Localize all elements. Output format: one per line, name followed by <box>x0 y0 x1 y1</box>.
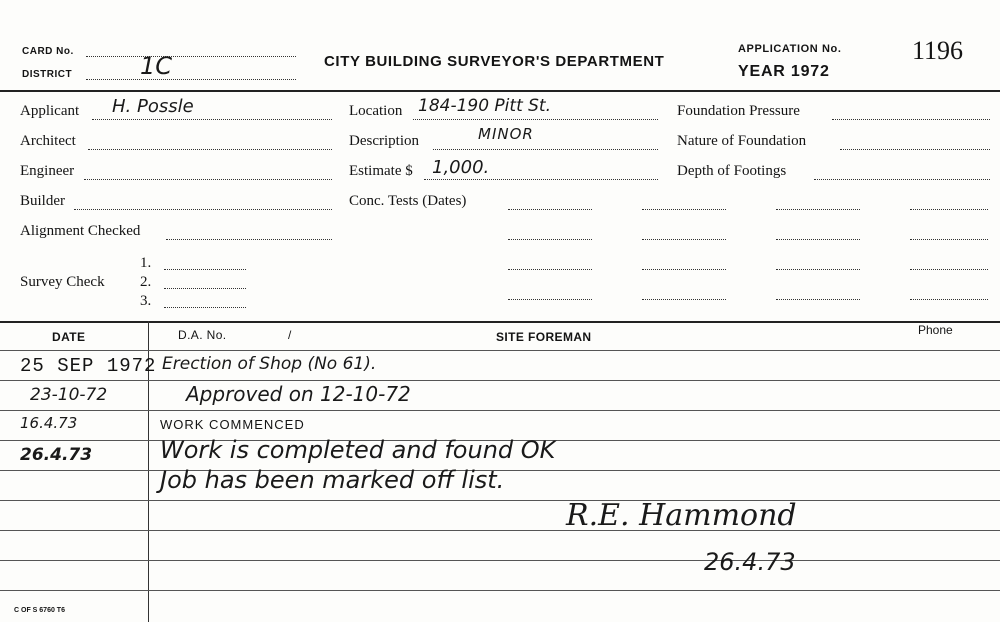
year-label: YEAR 1972 <box>738 63 830 80</box>
survey-3-line <box>164 307 246 308</box>
survey-1-line <box>164 269 246 270</box>
engineer-label: Engineer <box>20 163 75 179</box>
conc-line-r1c3 <box>776 209 860 210</box>
depth-footings-label: Depth of Footings <box>677 163 787 179</box>
table-rule-8 <box>0 590 1000 591</box>
card-no-label: CARD No. <box>22 46 74 57</box>
estimate-line <box>424 179 658 180</box>
entry-text-5: Job has been marked off list. <box>160 466 505 494</box>
header-divider <box>0 90 1000 92</box>
application-no-label: APPLICATION No. <box>738 43 842 55</box>
alignment-label: Alignment Checked <box>20 223 141 239</box>
table-rule-5 <box>0 500 1000 501</box>
survey-2-line <box>164 288 246 289</box>
location-value: 184-190 Pitt St. <box>418 96 552 116</box>
survey-check-label: Survey Check <box>20 274 105 290</box>
card-no-line <box>86 56 296 57</box>
conc-line-r4c4 <box>910 299 988 300</box>
conc-line-r4c3 <box>776 299 860 300</box>
district-label: DISTRICT <box>22 69 73 80</box>
table-top-border <box>0 321 1000 323</box>
entry-date-2: 23-10-72 <box>30 385 108 405</box>
foundation-pressure-label: Foundation Pressure <box>677 103 800 119</box>
table-header-rule <box>0 350 1000 351</box>
engineer-line <box>84 179 332 180</box>
conc-line-r4c2 <box>642 299 726 300</box>
table-rule-6 <box>0 530 1000 531</box>
entry-text-2: Approved on 12-10-72 <box>186 382 411 406</box>
conc-line-r2c4 <box>910 239 988 240</box>
entry-text-1: Erection of Shop (No 61). <box>162 354 377 374</box>
entry-date-4: 26.4.73 <box>20 445 93 465</box>
builder-label: Builder <box>20 193 65 209</box>
entry-text-4: Work is completed and found OK <box>160 436 556 464</box>
conc-tests-label: Conc. Tests (Dates) <box>349 193 467 209</box>
nature-foundation-line <box>840 149 990 150</box>
survey-3-label: 3. <box>140 293 152 309</box>
conc-line-r3c3 <box>776 269 860 270</box>
conc-line-r1c4 <box>910 209 988 210</box>
nature-foundation-label: Nature of Foundation <box>677 133 807 149</box>
description-label: Description <box>349 133 419 149</box>
da-no-header: D.A. No. <box>178 328 227 342</box>
builder-line <box>74 209 332 210</box>
district-line <box>86 79 296 80</box>
location-label: Location <box>349 103 403 119</box>
entry-text-3: WORK COMMENCED <box>160 417 305 432</box>
survey-1-label: 1. <box>140 255 152 271</box>
depth-footings-line <box>814 179 990 180</box>
entry-date-1: 25 SEP 1972 <box>20 355 157 377</box>
conc-line-r1c1 <box>508 209 592 210</box>
location-line <box>413 119 658 120</box>
entry-date-3: 16.4.73 <box>20 414 78 432</box>
conc-line-r2c3 <box>776 239 860 240</box>
table-rule-7 <box>0 560 1000 561</box>
signature-date: 26.4.73 <box>704 548 796 576</box>
district-value: 1C <box>140 52 173 80</box>
conc-line-r3c4 <box>910 269 988 270</box>
survey-2-label: 2. <box>140 274 152 290</box>
description-value: MINOR <box>478 125 534 143</box>
table-rule-2 <box>0 410 1000 411</box>
applicant-value: H. Possle <box>112 96 194 117</box>
table-rule-1 <box>0 380 1000 381</box>
applicant-line <box>92 119 332 120</box>
applicant-label: Applicant <box>20 103 80 119</box>
da-slash: / <box>288 328 292 342</box>
conc-line-r3c2 <box>642 269 726 270</box>
estimate-value: 1,000. <box>432 157 490 178</box>
conc-line-r2c1 <box>508 239 592 240</box>
architect-line <box>88 149 332 150</box>
description-line <box>433 149 658 150</box>
alignment-line <box>166 239 332 240</box>
foreman-signature: R.E. Hammond <box>566 498 797 533</box>
conc-line-r3c1 <box>508 269 592 270</box>
conc-line-r4c1 <box>508 299 592 300</box>
architect-label: Architect <box>20 133 76 149</box>
form-code: C OF S 6760 T6 <box>14 607 65 614</box>
conc-line-r2c2 <box>642 239 726 240</box>
estimate-label: Estimate $ <box>349 163 413 179</box>
site-foreman-header: SITE FOREMAN <box>496 330 592 344</box>
phone-header: Phone <box>918 323 953 337</box>
conc-line-r1c2 <box>642 209 726 210</box>
application-no-value: 1196 <box>912 36 964 65</box>
date-header: DATE <box>52 330 86 344</box>
foundation-pressure-line <box>832 119 990 120</box>
department-title: CITY BUILDING SURVEYOR'S DEPARTMENT <box>324 53 665 70</box>
